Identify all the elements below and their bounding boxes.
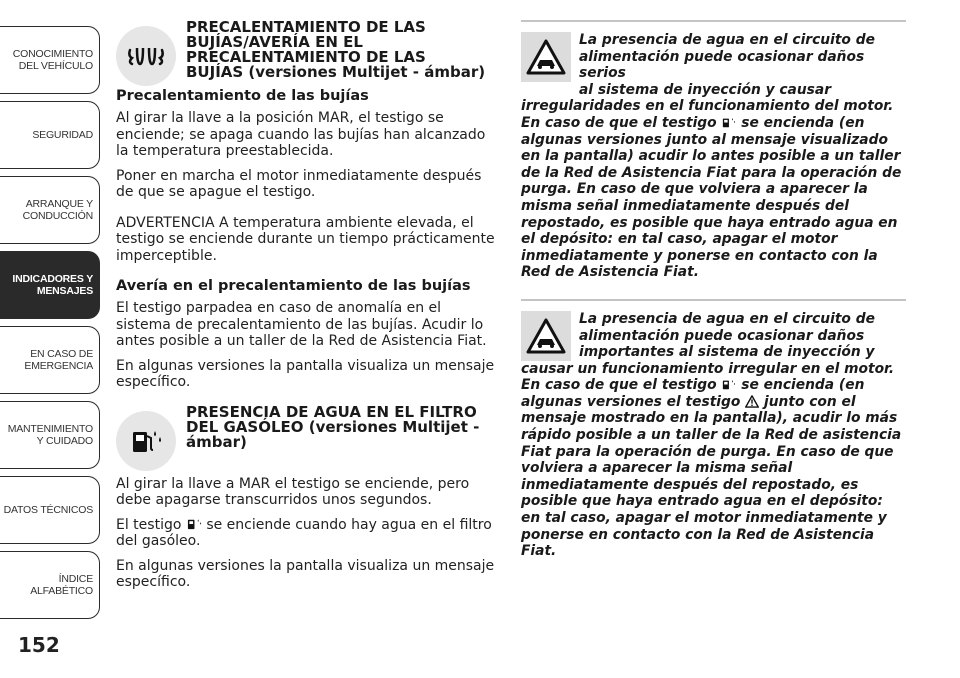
title-line: BUJÍAS [186, 63, 244, 81]
tab-arranque[interactable] [0, 176, 100, 244]
tab-label: EN CASO DE EMERGENCIA [24, 348, 93, 372]
fuel-water-icon [721, 378, 736, 391]
text-span: causar un funcionamiento irregular en el motor. En caso de que el testigo [521, 360, 895, 394]
title-suffix: (versiones Multijet - ámbar) [243, 63, 486, 81]
paragraph: En algunas versiones la pantalla visualiza un mensaje específico. [116, 557, 495, 590]
subhead-precalentamiento: Precalentamiento de las bujías [116, 88, 369, 104]
text-line: La presencia de agua en el circuito de [579, 310, 875, 327]
warning-car-icon [521, 311, 571, 361]
tab-label: SEGURIDAD [32, 129, 93, 141]
glow-plug-title [186, 20, 500, 80]
tab-label: DATOS TÉCNICOS [3, 504, 93, 516]
text-line: al sistema de inyección y causar [579, 81, 832, 98]
tab-label: INDICADORES Y MENSAJES [12, 273, 93, 297]
tab-label: MANTENIMIENTO Y CUIDADO [7, 423, 93, 447]
paragraph: ADVERTENCIA A temperatura ambiente elevada, el testigo se enciende durante un tiempo prácticamente imperceptible. [116, 214, 495, 264]
text-span: se encienda (en algunas versiones el testigo [521, 377, 865, 410]
fuel-water-icon [721, 116, 736, 129]
water-filter-section [116, 402, 500, 591]
title-line: BUJÍAS/AVERÍA EN EL [186, 33, 363, 51]
text-span: irregularidades en el funcionamiento del motor. En caso de que el testigo [521, 98, 894, 131]
warning-text [521, 311, 906, 560]
tab-conocimiento[interactable] [0, 26, 100, 94]
title-suffix: (versiones Multijet - ámbar) [186, 417, 480, 451]
subhead-averia: Avería en el precalentamiento de las bujías [116, 278, 471, 294]
water-filter-title [186, 402, 500, 451]
text-line: importantes al sistema de inyección y [579, 344, 875, 361]
warning-text [521, 32, 906, 281]
tab-label: ARRANQUE Y CONDUCCIÓN [22, 198, 93, 222]
tab-emergencia[interactable] [0, 326, 100, 394]
text-line: alimentación puede ocasionar daños [579, 327, 865, 344]
tab-indicadores[interactable] [0, 251, 100, 319]
tab-seguridad[interactable] [0, 101, 100, 169]
tab-mantenimiento[interactable] [0, 401, 100, 469]
paragraph: El testigo parpadea en caso de anomalía en el sistema de precalentamiento de las bujías. Acudir lo antes posible a un taller de la Red de Asistencia Fiat. [116, 300, 487, 349]
warning-car-icon [521, 32, 571, 82]
title-line: PRESENCIA DE AGUA EN EL FILTRO [186, 402, 477, 421]
paragraph: Al girar la llave a la posición MAR, el testigo se enciende; se apaga cuando las bujías han alcanzado la temperatura preestablecida. [116, 110, 486, 159]
fuel-water-icon [186, 517, 202, 531]
fuel-water-icon [116, 411, 176, 471]
text-span: se encienda (en algunas versiones junto al mensaje visualizado en la pantalla) acudir lo antes posible a un taller de la Red de Asistencia Fiat para la operación de purga. En caso de que volviera a aparecer la misma señal inmediatamente después del repostado, es posible que haya entrado agua en el depósito: en tal caso, apagar el motor inmediatamente y ponerse en contacto con la Red de Asistencia Fiat. [521, 114, 902, 281]
text-span: se enciende cuando hay agua en el filtro del gasóleo. [116, 516, 492, 549]
page-number: 152 [18, 633, 60, 657]
glow-plug-icon [116, 26, 176, 86]
paragraph: Al girar la llave a MAR el testigo se enciende, pero debe apagarse transcurridos unos segundos. [116, 475, 470, 508]
text-line: alimentación puede ocasionar daños serios [579, 48, 865, 82]
text-line: La presencia de agua en el circuito de [579, 32, 875, 48]
title-line: PRECALENTAMIENTO DE LAS [186, 48, 426, 66]
left-column [116, 20, 500, 599]
warning-box [521, 32, 906, 281]
text-span: El testigo [116, 516, 186, 533]
divider [521, 299, 906, 301]
tab-label: CONOCIMIENTO DEL VEHÍCULO [12, 48, 93, 72]
tab-indice[interactable] [0, 551, 100, 619]
paragraph: Poner en marcha el motor inmediatamente después de que se apague el testigo. [116, 167, 482, 200]
paragraph: En algunas versiones la pantalla visualiza un mensaje específico. [116, 357, 495, 390]
tab-datos-tecnicos[interactable] [0, 476, 100, 544]
text-span: junto con el mensaje mostrado en la pantalla), acudir lo más rápido posible a un taller de la Red de asistencia Fiat para la operación de purga. En caso de que volviera a aparecer la misma señal inmediatamente después del repostado, es posible que haya entrado agua en el depósito: en tal caso, apagar el motor inmediatamente y ponerse en contacto con la Red de Asistencia Fiat. [521, 393, 902, 560]
paragraph [116, 517, 500, 550]
tab-label: ÍNDICE ALFABÉTICO [30, 573, 93, 597]
right-column [521, 20, 906, 560]
title-line: DEL GASÓLEO [186, 417, 304, 436]
glow-plug-section [116, 20, 500, 391]
divider [521, 20, 906, 22]
warning-triangle-icon [745, 395, 759, 408]
title-line: PRECALENTAMIENTO DE LAS [186, 18, 426, 36]
warning-box [521, 311, 906, 560]
